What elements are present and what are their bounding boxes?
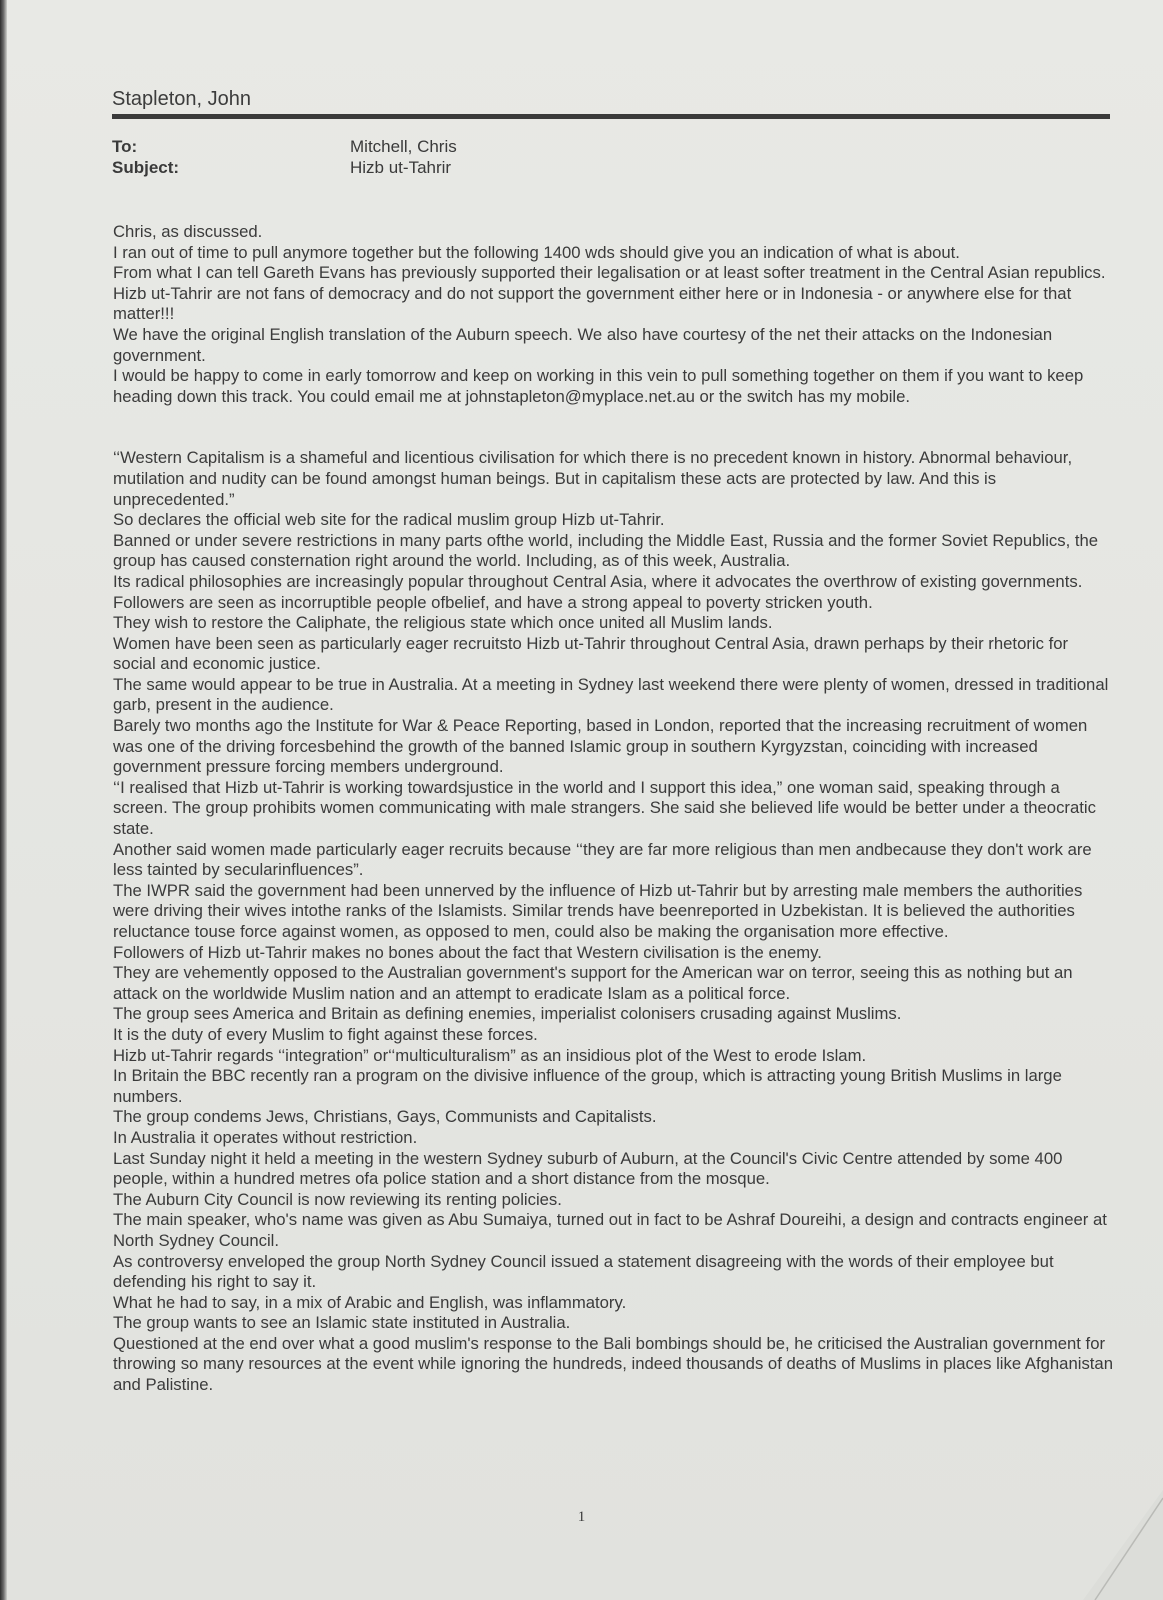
article-paragraph: As controversy enveloped the group North Sydney Council issued a statement disagreeing with the words of their employee but defending his right to say it. [113,1251,1054,1292]
email-body [113,222,1113,1396]
article-paragraph: ‘‘I realised that Hizb ut-Tahrir is working towardsjustice in the world and I support this idea,” one woman said, speaking through a screen. The group prohibits women communicating with male strangers. She said she believed life would be better under a theocratic state. [113,777,1096,839]
subject-label: Subject: [112,158,180,177]
article-paragraph: Another said women made particularly eager recruits because ‘‘they are far more religious than men andbecause they don't work are less tainted by secularinfluences”. [113,839,1092,880]
article-paragraph: Barely two months ago the Institute for War & Peace Reporting, based in London, reported that the increasing recruitment of women was one of the driving forcesbehind the growth of the banned Islamic group in southern Kyrgyzstan, coinciding with increased government pressure forcing members underground. [113,716,1088,777]
article-paragraph: In Australia it operates without restriction. [113,1127,418,1147]
article-paragraph: In Britain the BBC recently ran a program on the divisive influence of the group, which is attracting young British Muslims in large numbers. [113,1066,1062,1106]
article-paragraph: The group condems Jews, Christians, Gays, Communists and Capitalists. [113,1107,657,1127]
to-label: To: [112,137,138,156]
article-paragraph: Its radical philosophies are increasingly popular throughout Central Asia, where it advocates the overthrow of existing governments. [113,571,1083,591]
article-paragraph: It is the duty of every Muslim to fight against these forces. [113,1024,538,1044]
page-number: 1 [577,1509,586,1525]
article-paragraph: Followers are seen as incorruptible people ofbelief, and have a strong appeal to poverty stricken youth. [113,592,873,612]
article-paragraph: Followers of Hizb ut-Tahrir makes no bones about the fact that Western civilisation is the enemy. [113,942,822,962]
article-paragraph: The group sees America and Britain as defining enemies, imperialist colonisers crusading against Muslims. [113,1004,902,1024]
section-gap [113,407,1113,448]
article-paragraph: The group wants to see an Islamic state instituted in Australia. [113,1313,571,1333]
article-paragraph: They wish to restore the Caliphate, the religious state which once united all Muslim lands. [113,613,773,633]
article-paragraph: Questioned at the end over what a good muslim's response to the Bali bombings should be, he criticised the Australian government for throwing so many resources at the event while ignoring the hundreds, indeed thousands of deaths of Muslims in places like Afghanistan and Palistine. [113,1333,1113,1395]
cover-note-line: Chris, as discussed. [113,222,263,241]
subject-value: Hizb ut-Tahrir [350,158,452,177]
article-paragraph: Women have been seen as particularly eager recruitsto Hizb ut-Tahrir throughout Central Asia, drawn perhaps by their rhetoric for social and economic justice. [113,633,1069,674]
sender-name: Stapleton, John [112,88,251,110]
article-paragraph: Hizb ut-Tahrir regards ‘‘integration” or‘‘multiculturalism” as an insidious plot of the West to erode Islam. [113,1045,867,1065]
article-paragraph: Last Sunday night it held a meeting in the western Sydney suburb of Auburn, at the Council's Civic Centre attended by some 400 people, within a hundred metres ofa police station and a short distance from the mosque. [113,1148,1063,1189]
scan-left-edge [0,0,7,1600]
article-paragraph: ‘‘Western Capitalism is a shameful and licentious civilisation for which there is no precedent known in history. Abnormal behaviour, mutilation and nudity can be found amongst human beings. But in capitalism these acts are protected by law. And this is unprecedented.” [113,448,1073,509]
article-paragraph: Banned or under severe restrictions in many parts ofthe world, including the Middle East, Russia and the former Soviet Republics, the group has caused consternation right around the world. Including, as of this week, Australia. [113,530,1099,571]
article-paragraph: What he had to say, in a mix of Arabic and English, was inflammatory. [113,1292,627,1312]
cover-note-line: From what I can tell Gareth Evans has previously supported their legalisation or at least softer treatment in the Central Asian republics. [113,263,1106,283]
cover-note-line: I ran out of time to pull anymore together but the following 1400 wds should give you an indication of what is about. [113,242,960,262]
cover-note-line: Hizb ut-Tahrir are not fans of democracy and do not support the government either here or in Indonesia - or anywhere else for that matter!!! [113,283,1072,324]
cover-note-line: I would be happy to come in early tomorrow and keep on working in this vein to pull something together on them if you want to keep heading down this track. You could email me at johnstapleton@myplace.net.au or the switch has my mobile. [113,366,1084,406]
article-paragraph: The same would appear to be true in Australia. At a meeting in Sydney last weekend there were plenty of women, dressed in traditional garb, present in the audience. [113,674,1109,715]
cover-note-line: We have the original English translation of the Auburn speech. We also have courtesy of the net their attacks on the Indonesian government. [113,324,1053,365]
article-paragraph: So declares the official web site for the radical muslim group Hizb ut-Tahrir. [113,510,665,530]
page-corner-curl [1083,1490,1163,1600]
article-paragraph: They are vehemently opposed to the Australian government's support for the American war on terror, seeing this as nothing but an attack on the worldwide Muslim nation and an attempt to eradicate Islam as a political force. [113,963,1073,1003]
article-paragraph: The Auburn City Council is now reviewing its renting policies. [113,1189,562,1209]
to-value: Mitchell, Chris [350,137,457,156]
article-paragraph: The main speaker, who's name was given as Abu Sumaiya, turned out in fact to be Ashraf Doureihi, a design and contracts engineer at North Sydney Council. [113,1210,1107,1250]
article-paragraph: The IWPR said the government had been unnerved by the influence of Hizb ut-Tahrir but by arresting male members the authorities were driving their wives intothe ranks of the Islamists. Similar trends have beenreported in Uzbekistan. It is believed the authorities reluctance touse force against women, as opposed to men, could also be making the organisation more effective. [113,880,1083,941]
header-divider [112,114,1110,119]
